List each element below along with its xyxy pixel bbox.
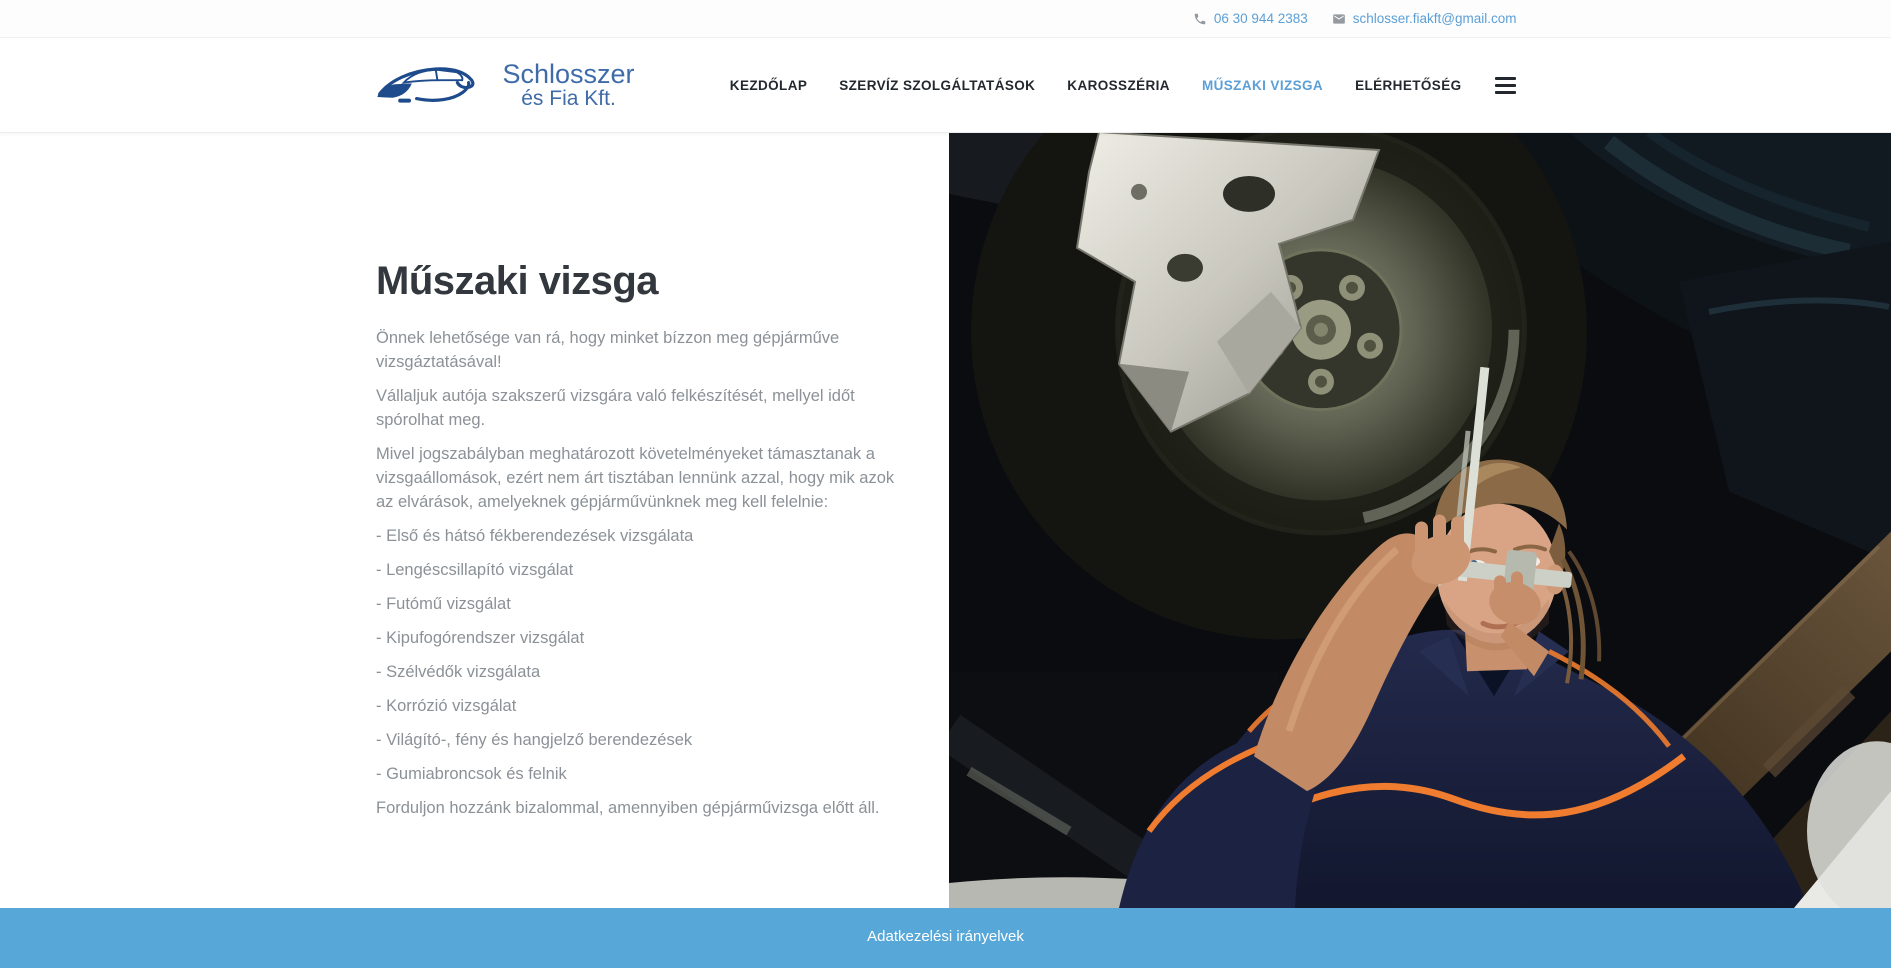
list-item: - Szélvédők vizsgálata <box>376 663 541 681</box>
paragraph: Vállaljuk autója szakszerű vizsgára való felkészítését, mellyel időt spórolhat meg. <box>376 387 855 429</box>
list-item: - Világító-, fény és hangjelző berendezések <box>376 731 693 749</box>
nav-item-label: ELÉRHETŐSÉG <box>1355 77 1462 93</box>
logo-line2: és Fia Kft. <box>521 87 616 111</box>
header <box>0 38 1891 133</box>
nav-item[interactable] <box>1067 78 1170 93</box>
email-link[interactable] <box>1332 11 1517 26</box>
list-item: - Kipufogórendszer vizsgálat <box>376 629 585 647</box>
paragraph: Mivel jogszabályban meghatározott követelményeket támasztanak a vizsgaállomások, ezért nem árt tisztában lennünk azzal, hogy mik azok az elvárások, amelyeknek gépjárművünknek meg kell felelnie: <box>376 445 895 511</box>
list-item: - Gumiabroncsok és felnik <box>376 765 567 783</box>
list-item: - Futómű vizsgálat <box>376 595 511 613</box>
intro-paragraphs <box>376 326 901 514</box>
mechanic-photo <box>949 132 1891 908</box>
nav-items <box>730 78 1462 93</box>
nav-item-label: MŰSZAKI VIZSGA <box>1201 77 1324 93</box>
phone-link[interactable] <box>1193 11 1308 26</box>
page-title: Műszaki vizsga <box>376 259 659 303</box>
main-nav <box>730 74 1517 97</box>
privacy-link[interactable]: Adatkezelési irányelvek <box>867 928 1024 945</box>
email-address: schlosser.fiakft@gmail.com <box>1352 11 1517 26</box>
footer <box>0 908 1891 968</box>
logo[interactable] <box>375 57 635 113</box>
nav-item[interactable] <box>1355 78 1461 93</box>
logo-line1: Schlosszer <box>502 59 635 90</box>
nav-item[interactable] <box>730 78 807 93</box>
list-item: - Korrózió vizsgálat <box>376 697 517 715</box>
nav-item[interactable] <box>839 78 1035 93</box>
list-item: - Lengéscsillapító vizsgálat <box>376 561 574 579</box>
paragraph: Önnek lehetősége van rá, hogy minket bízzon meg gépjárműve vizsgáztatásával! <box>376 329 840 371</box>
topbar <box>0 0 1891 38</box>
car-logo-icon <box>375 57 495 113</box>
nav-item-label: SZERVÍZ SZOLGÁLTATÁSOK <box>839 77 1036 93</box>
hero-photo <box>949 132 1891 908</box>
list-item: - Első és hátsó fékberendezések vizsgálata <box>376 527 694 545</box>
menu-icon[interactable] <box>1494 74 1517 97</box>
content-panel <box>0 132 949 908</box>
email-icon <box>1332 12 1346 26</box>
phone-icon <box>1193 12 1207 26</box>
closing-paragraph: Forduljon hozzánk bizalommal, amennyiben gépjárművizsga előtt áll. <box>376 799 880 817</box>
nav-item-label: KAROSSZÉRIA <box>1067 77 1170 93</box>
nav-item-label: KEZDŐLAP <box>729 77 808 93</box>
logo-text <box>503 60 635 110</box>
inspection-list <box>376 524 901 786</box>
nav-item[interactable] <box>1202 78 1323 93</box>
phone-number: 06 30 944 2383 <box>1213 11 1308 26</box>
